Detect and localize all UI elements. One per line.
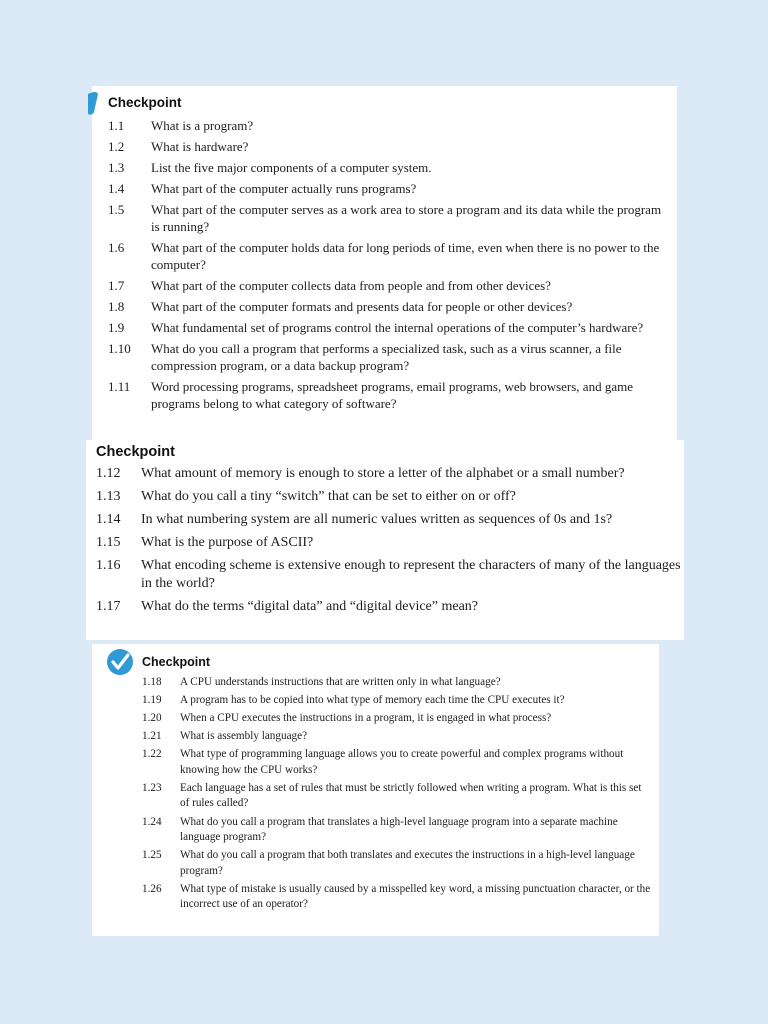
question-text: What do you call a program that both translates and executes the instructions in a high-level language program?: [180, 849, 635, 877]
question-item: [108, 277, 670, 294]
question-item: [142, 711, 652, 727]
question-item: [142, 882, 652, 913]
question-number: 1.17: [96, 599, 121, 614]
question-number: 1.6: [108, 240, 125, 255]
question-text: What is a program?: [151, 118, 254, 133]
question-number: 1.11: [108, 379, 131, 394]
question-number: 1.19: [142, 694, 162, 707]
question-item: [108, 138, 670, 155]
question-item: [142, 693, 652, 709]
question-list: [108, 117, 670, 416]
checkpoint-panel-1: [92, 86, 677, 440]
question-text: What is hardware?: [151, 139, 249, 154]
question-item: [108, 340, 670, 374]
question-item: [108, 159, 670, 176]
question-item: [142, 848, 652, 879]
question-text: What part of the computer serves as a work area to store a program and its data while the program is running?: [151, 202, 662, 234]
question-text: What do you call a program that performs a specialized task, such as a virus scanner, a file compression program, or a data backup program?: [151, 341, 622, 373]
question-number: 1.18: [142, 676, 162, 688]
question-text: A CPU understands instructions that are written only in what language?: [180, 676, 501, 688]
question-number: 1.20: [142, 712, 162, 725]
question-text: A program has to be copied into what type of memory each time the CPU executes it?: [180, 694, 565, 707]
question-item: [96, 465, 682, 483]
question-list: [96, 465, 682, 621]
question-item: [108, 117, 670, 134]
checkpoint-heading: Checkpoint: [142, 655, 211, 669]
question-number: 1.25: [142, 849, 162, 862]
question-item: [142, 815, 652, 846]
question-item: [96, 511, 682, 529]
question-text: Word processing programs, spreadsheet programs, email programs, web browsers, and game programs belong to what category of software?: [151, 379, 633, 411]
question-item: [96, 598, 682, 616]
question-text: What part of the computer formats and presents data for people or other devices?: [151, 299, 573, 314]
question-number: 1.26: [142, 882, 162, 895]
question-text: What part of the computer collects data from people and from other devices?: [151, 278, 551, 293]
question-text: What do you call a tiny “switch” that can be set to either on or off?: [141, 489, 516, 504]
question-item: [142, 747, 652, 778]
checkmark-icon: [106, 648, 134, 681]
question-text: What part of the computer holds data for long periods of time, even when there is no power to the computer?: [151, 240, 660, 272]
question-number: 1.2: [108, 139, 125, 154]
question-list: [142, 675, 652, 915]
question-text: What encoding scheme is extensive enough to represent the characters of many of the languages in the world?: [141, 558, 681, 591]
question-text: Each language has a set of rules that must be strictly followed when writing a program. What is this set of rules called?: [180, 781, 642, 810]
question-item: [108, 298, 670, 315]
question-item: [108, 319, 670, 336]
question-number: 1.12: [96, 466, 121, 481]
question-number: 1.14: [96, 512, 121, 527]
question-item: [108, 378, 670, 412]
question-item: [142, 675, 652, 691]
question-text: When a CPU executes the instructions in a program, it is engaged in what process?: [180, 712, 552, 725]
question-number: 1.1: [108, 118, 125, 133]
question-item: [96, 534, 682, 552]
question-item: [108, 201, 670, 235]
question-number: 1.3: [108, 160, 125, 175]
question-item: [96, 557, 682, 593]
checkpoint-panel-2: [86, 440, 684, 640]
question-item: [142, 729, 652, 745]
question-text: What fundamental set of programs control the internal operations of the computer’s hardware?: [151, 320, 644, 335]
question-text: What do the terms “digital data” and “digital device” mean?: [141, 599, 479, 614]
question-number: 1.16: [96, 558, 121, 573]
question-number: 1.7: [108, 278, 125, 293]
question-number: 1.13: [96, 489, 121, 504]
question-item: [96, 488, 682, 506]
question-text: List the five major components of a computer system.: [151, 160, 432, 175]
question-text: What amount of memory is enough to store a letter of the alphabet or a small number?: [141, 466, 625, 481]
question-text: In what numbering system are all numeric values written as sequences of 0s and 1s?: [141, 512, 613, 527]
checkpoint-heading: Checkpoint: [96, 444, 175, 460]
question-number: 1.5: [108, 202, 125, 217]
question-number: 1.24: [142, 815, 162, 828]
question-text: What type of programming language allows you to create powerful and complex programs without knowing how the CPU works?: [180, 748, 624, 776]
checkmark-icon: [88, 90, 100, 121]
question-number: 1.4: [108, 181, 125, 196]
question-item: [108, 180, 670, 197]
question-text: What type of mistake is usually caused by a misspelled key word, a missing punctuation character, or the incorrect use of an operator?: [180, 882, 651, 911]
question-text: What do you call a program that translates a high-level language program into a separate machine language program?: [180, 815, 618, 844]
question-number: 1.15: [96, 535, 121, 550]
checkpoint-panel-3: [92, 644, 659, 936]
question-text: What is the purpose of ASCII?: [141, 535, 314, 550]
question-number: 1.23: [142, 781, 162, 794]
question-number: 1.8: [108, 299, 125, 314]
question-item: [108, 239, 670, 273]
question-number: 1.9: [108, 320, 125, 335]
question-item: [142, 781, 652, 812]
question-number: 1.22: [142, 748, 162, 761]
question-number: 1.10: [108, 341, 131, 356]
question-text: What is assembly language?: [180, 730, 308, 743]
checkpoint-heading: Checkpoint: [108, 95, 182, 110]
question-number: 1.21: [142, 730, 162, 743]
question-text: What part of the computer actually runs programs?: [151, 181, 417, 196]
